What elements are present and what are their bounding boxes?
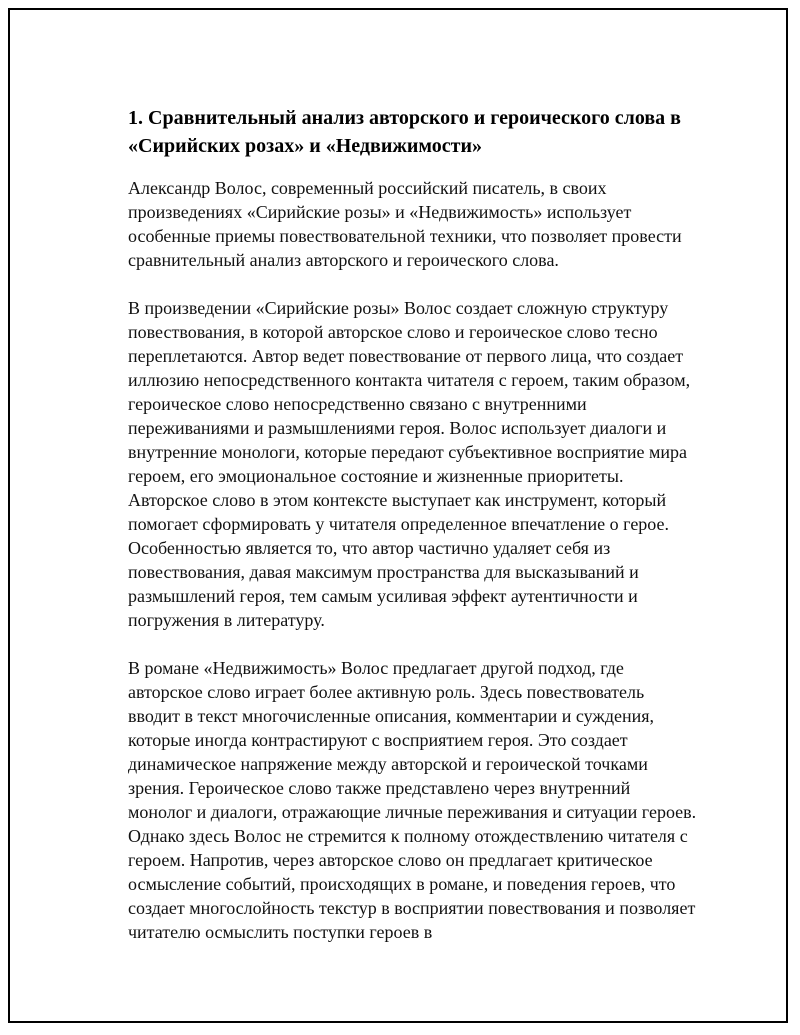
paragraph-intro: Александр Волос, современный российский писатель, в своих произведениях «Сирийские розы» и «Недвижимость» использует особенные приемы повествовательной техники, что позволяет провести сравнительный анализ авторского и героического слова. (128, 178, 682, 270)
document-body (128, 104, 698, 968)
section-heading: 1. Сравнительный анализ авторского и героического слова в «Сирийских розах» и «Недвижимости» (128, 107, 681, 157)
page-frame (8, 8, 788, 1023)
paragraph-real-estate: В романе «Недвижимость» Волос предлагает другой подход, где авторское слово играет более активную роль. Здесь повествователь вводит в текст многочисленные описания, комментарии и суждения, которые иногда контрастируют с восприятием героя. Это создает динамическое напряжение между авторской и героической точками зрения. Героическое слово также представлено через внутренний монолог и диалоги, отражающие личные переживания и ситуации героев. Однако здесь Волос не стремится к полному отождествлению читателя с героем. Напротив, через авторское слово он предлагает критическое осмысление событий, происходящих в романе, и поведения героев, что создает многослойность текстур в восприятии повествования и позволяет читателю осмыслить поступки героев в (128, 658, 697, 942)
paragraph-syrian-roses: В произведении «Сирийские розы» Волос создает сложную структуру повествования, в которой авторское слово и героическое слово тесно переплетаются. Автор ведет повествование от первого лица, что создает иллюзию непосредственного контакта читателя с героем, таким образом, героическое слово непосредственно связано с внутренними переживаниями и размышлениями героя. Волос использует диалоги и внутренние монологи, которые передают субъективное восприятие мира героем, его эмоциональное состояние и жизненные приоритеты. Авторское слово в этом контексте выступает как инструмент, который помогает сформировать у читателя определенное впечатление о герое. Особенностью является то, что автор частично удаляет себя из повествования, давая максимум пространства для высказываний и размышлений героя, тем самым усиливая эффект аутентичности и погружения в литературу. (128, 298, 691, 630)
